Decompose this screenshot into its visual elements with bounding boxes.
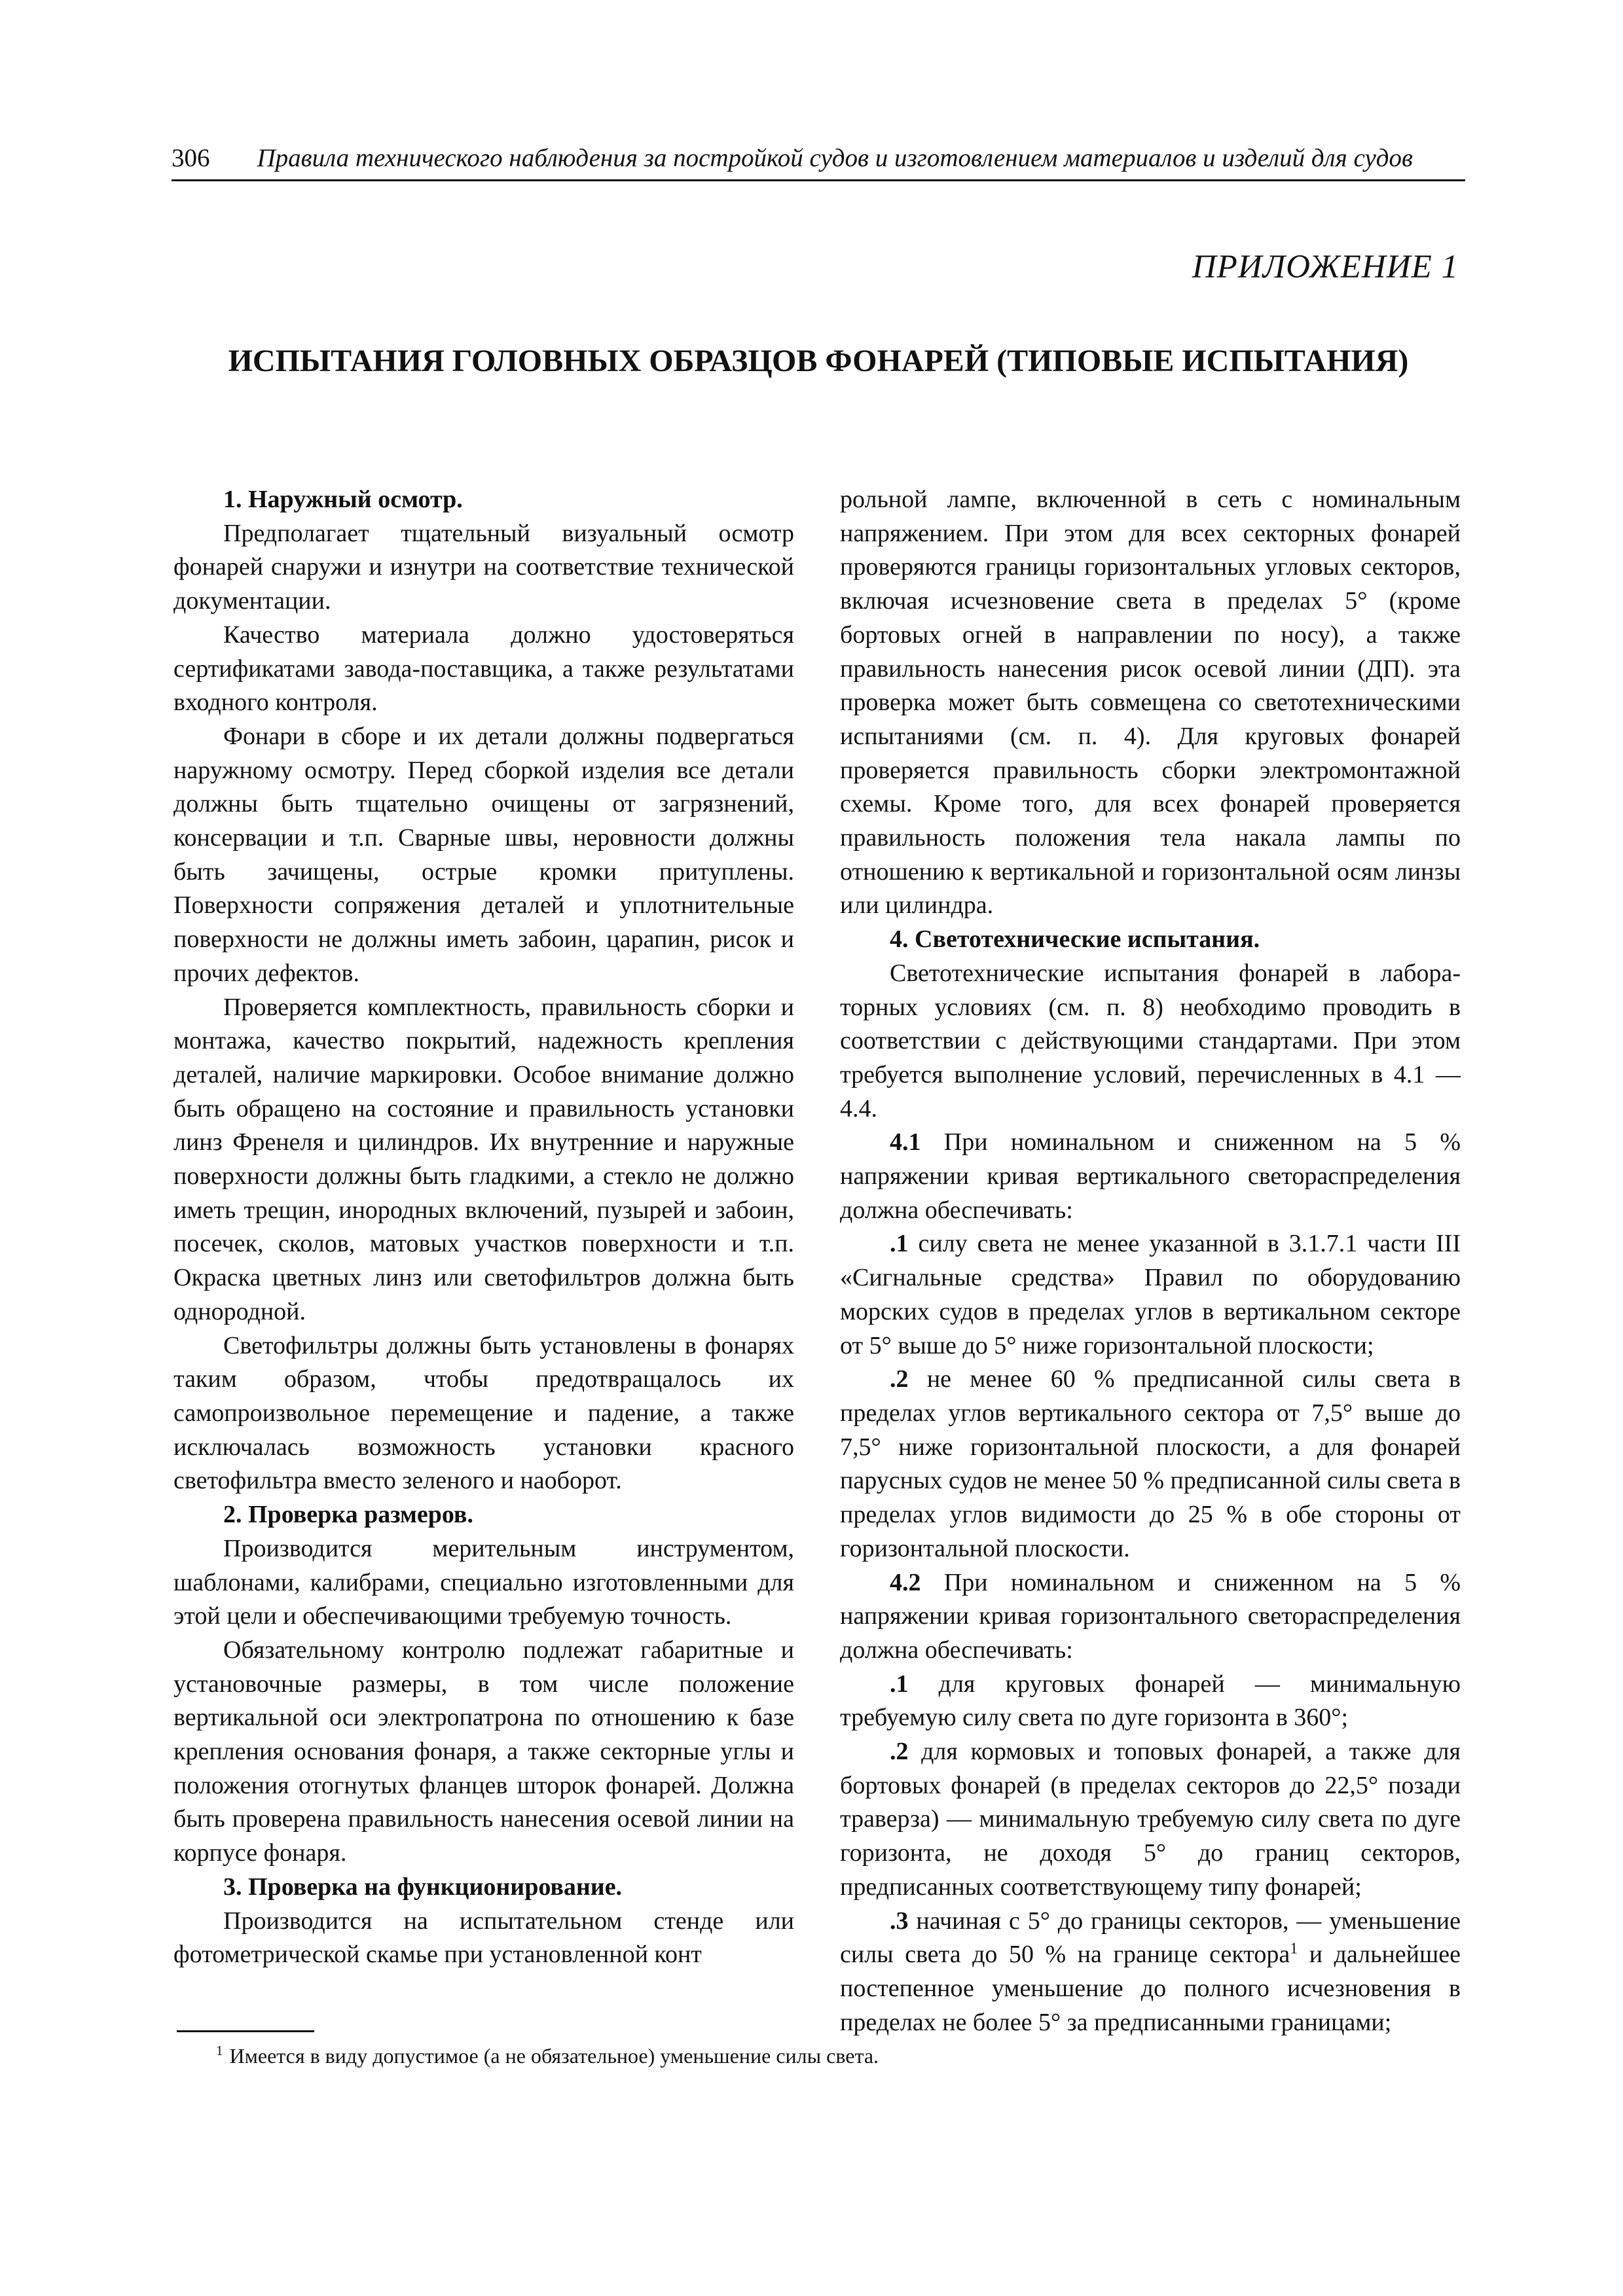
section-4-heading: 4. Светотехнические испытания. [890,925,1260,954]
clause-text: для кормовых и топовых фонарей, а также для бортовых фонарей (в пределах секторов до 22,5° позади траверза) — минимальную требуемую силу света по дуге горизонта, не доходя 5° до границ секторов, предписанных соответствующему типу фонарей; [840,1738,1461,1901]
paragraph: Фонари в сборе и их детали должны подвергаться наружному осмотру. Перед сборкой изделия все детали должны быть тщательно очищены от загрязнений, консервации и т.п. Сварные швы, неровности должны быть зачищены, острые кромки притуплены. Поверхности сопряжения деталей и уплотнительные поверхности не должны иметь забоин, царапин, рисок и прочих дефектов. [173,722,794,987]
page-title: ИСПЫТАНИЯ ГОЛОВНЫХ ОБРАЗЦОВ ФОНАРЕЙ (ТИПОВЫЕ ИСПЫТАНИЯ) [228,344,1409,378]
clause-number: .1 [890,1230,909,1258]
footnote [216,2042,1395,2070]
clause-text: При номинальном и сниженном на 5 % напряжении кривая вертикального светораспределения должна обеспечивать: [840,1128,1461,1224]
section-1-heading: 1. Наружный осмотр. [223,486,463,513]
page-number: 306 [172,144,210,172]
footnote-rule [177,2030,314,2032]
paragraph: Обязательному контролю подлежат габаритные и установочные размеры, в том числе положение вертикальной оси электропатрона по отношению к базе крепления основания фонаря, а также секторные углы и положения отогнутых фланцев шторок фонарей. Должна быть проверена правильность нанесения осевой линии на корпусе фонаря. [173,1636,794,1867]
clause-4-2-2 [840,1735,1461,1905]
paragraph: Светотехнические испытания фонарей в лабораторных условиях (см. п. 8) необходимо проводить в соответствии с действующими стандартами. При этом требуется выполнение условий, перечисленных в 4.1 — 4.4. [840,959,1461,1122]
running-title: Правила технического наблюдения за постройкой судов и изготовлением материалов и изделий для судов [257,144,1413,172]
clause-number: 4.2 [890,1568,921,1596]
running-header [172,143,1465,181]
paragraph: Светофильтры должны быть установлены в фонарях таким образом, чтобы предотвращалось их самопроизвольное перемещение и падение, а также исключалась возможность установки красного светофильтра вместо зеленого и наоборот. [173,1331,794,1495]
paragraph: Производится мерительным инструментом, шаблонами, калибрами, специально изготовленными для этой цели и обеспечивающими требуемую точность. [173,1534,794,1630]
left-column [173,483,794,1972]
clause-text: При номинальном и сниженном на 5 % напряжении кривая горизонтального светораспределения должна обеспечивать: [840,1568,1461,1664]
clause-4-2-3 [840,1905,1461,2040]
clause-text: и дальнейшее постепенное уменьшение до полного исчезновения в пределах не более 5° за предписанными границами; [840,1941,1461,2036]
clause-text: не менее 60 % предписанной силы света в пределах углов вертикального сектора от 7,5° выше до 7,5° ниже горизонтальной плоскости, а для фонарей парусных судов не менее 50 % предписанной силы света в пределах углов видимости до 25 % в обе стороны от горизонтальной плоскости. [840,1365,1461,1562]
clause-number: .2 [890,1365,909,1393]
appendix-label: ПРИЛОЖЕНИЕ 1 [1192,249,1459,285]
paragraph: Проверяется комплектность, правильность сборки и монтажа, качество покрытий, надежность крепления деталей, наличие маркировки. Особое внимание должно быть обращено на состояние и правильность установки линз Френеля и цилиндров. Их внутренние и наружные поверхности должны быть гладкими, а стекло не должно иметь трещин, инородных включений, пузырей и забоин, посечек, сколов, матовых участков поверхности и т.п. Окраска цветных линз или светофильтров должна быть однородной. [173,993,794,1325]
clause-4-1-2 [840,1363,1461,1566]
paragraph: Качество материала должно удостоверяться сертификатами завода-поставщика, а также результатами входного контроля. [173,620,794,717]
section-2-heading: 2. Проверка размеров. [223,1501,473,1529]
clause-number: 4.1 [890,1128,921,1157]
clause-text: начиная с 5° до границы секторов, — уменьшение силы света до 50 % на границе сектора [840,1907,1461,1969]
footnote-text: Имеется в виду допустимое (а не обязательное) уменьшение силы света. [229,2044,879,2068]
paragraph: Производится на испытательном стенде или фотометрической скамье при установленной конт [173,1907,794,1969]
clause-number: .3 [890,1907,909,1935]
clause-text: силу света не менее указанной в 3.1.7.1 части III «Сигнальные средства» Правил по оборудованию морских судов в пределах углов в вертикальном секторе от 5° выше до 5° ниже горизонтальной плоскости; [840,1230,1461,1359]
clause-4-2-1 [840,1668,1461,1735]
footnote-marker[interactable]: 1 [1290,1940,1298,1958]
clause-4-1 [840,1126,1461,1227]
right-column [840,483,1461,2039]
clause-number: .2 [890,1738,909,1766]
clause-4-1-1 [840,1227,1461,1363]
clause-text: для круговых фонарей — минимальную требуемую силу света по дуге горизонта в 360°; [840,1670,1461,1732]
footnote-number: 1 [216,2043,223,2059]
clause-number: .1 [890,1670,909,1698]
section-3-heading: 3. Проверка на функционирование. [223,1873,623,1901]
paragraph: Предполагает тщательный визуальный осмотр фонарей снаружи и изнутри на соответствие технической документации. [173,519,794,615]
clause-4-2 [840,1566,1461,1668]
paragraph-continued: рольной лампе, включенной в сеть с номинальным напряжением. При этом для всех секторных фонарей проверяются границы горизонтальных угловых секторов, включая исчезновение света в пределах 5° (кроме бортовых огней в направлении по носу), а также правильность нанесения рисок осевой линии (ДП). эта проверка может быть совмещена со светотехническими испытаниями (см. п. 4). Для круговых фонарей проверяется правильность сборки электромонтажной схемы. Кроме того, для всех фонарей проверяется правильность положения тела накала лампы по отношению к вертикальной и горизонтальной осям линзы или цилиндра. [840,486,1461,920]
